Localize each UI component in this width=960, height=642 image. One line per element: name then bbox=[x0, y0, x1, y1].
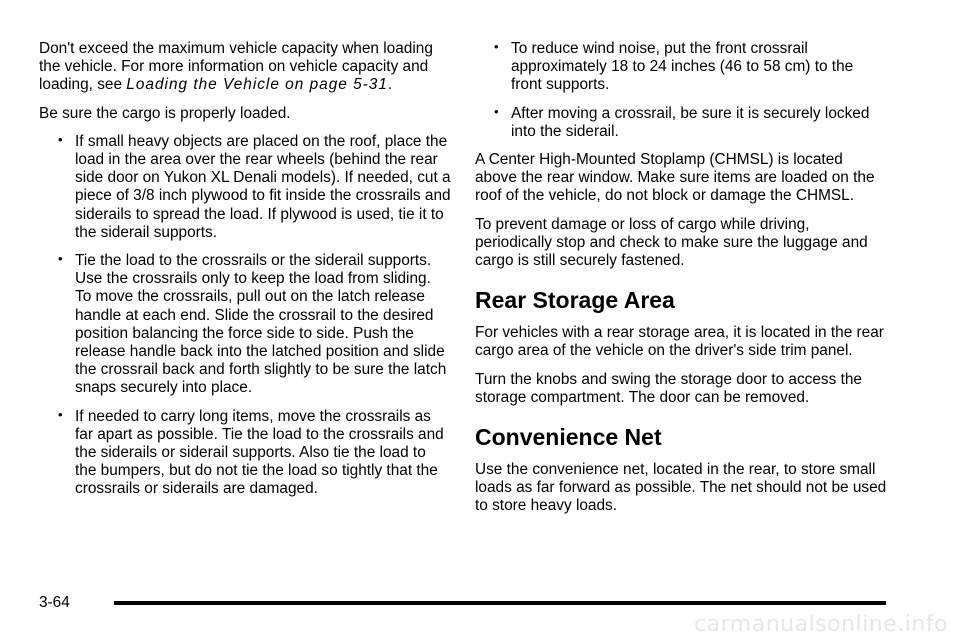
bullet-text: If small heavy objects are placed on the roof, place the load in the area over the rear wheels (behind the rear side door on Yukon XL Denali models). If needed, cut a piece of 3/8 inch plywood to fit inside the crossrails and siderails to spread the load. If plywood is used, tie it to the siderail supports. bbox=[75, 132, 451, 241]
site-watermark: carmanualsonline.info bbox=[694, 612, 948, 637]
footer-divider bbox=[114, 601, 886, 605]
bullet-text: Tie the load to the crossrails or the siderail supports. Use the crossrails only to keep the load from sliding. To move the crossrails, pull out on the latch release handle at each end. Slide the crossrail to the desired position balancing the force side to side. Push the release handle back into the latched position and slide the crossrail back and forth slightly to be sure the latch snaps securely into place. bbox=[75, 252, 447, 397]
right-bullet-list bbox=[475, 40, 887, 141]
chmsl-paragraph: A Center High-Mounted Stoplamp (CHMSL) is located above the rear window. Make sure items are loaded on the roof of the vehicle, do not block or damage the CHMSL. bbox=[475, 151, 875, 205]
loading-vehicle-reference[interactable]: Loading the Vehicle on page 5-31 bbox=[126, 76, 388, 94]
rear-storage-paragraph-2: Turn the knobs and swing the storage door to access the storage compartment. The door can be removed. bbox=[475, 370, 862, 406]
bullet-icon: • bbox=[58, 406, 63, 422]
intro-text: Don't exceed the maximum vehicle capacity when loading the vehicle. For more information on vehicle capacity and loading, see bbox=[39, 40, 433, 94]
bullet-icon: • bbox=[494, 39, 499, 54]
bullet-text: After moving a crossrail, be sure it is securely locked into the siderail. bbox=[511, 104, 870, 140]
convenience-net-heading: Convenience Net bbox=[475, 424, 662, 451]
right-column bbox=[475, 40, 887, 526]
bullet-icon: • bbox=[58, 131, 63, 147]
bullet-icon: • bbox=[58, 251, 63, 267]
left-bullet-list bbox=[39, 133, 451, 499]
list-item bbox=[475, 40, 887, 95]
cargo-check-paragraph: To prevent damage or loss of cargo while driving, periodically stop and check to make sure the luggage and cargo is still securely fastened. bbox=[475, 215, 868, 270]
rear-storage-paragraph-1: For vehicles with a rear storage area, it is located in the rear cargo area of the vehicle on the driver's side trim panel. bbox=[475, 324, 884, 360]
left-column bbox=[39, 40, 451, 509]
list-item bbox=[39, 133, 451, 242]
list-item bbox=[475, 105, 887, 141]
convenience-net-paragraph: Use the convenience net, located in the rear, to store small loads as far forward as possible. The net should not be used to store heavy loads. bbox=[475, 461, 887, 515]
intro-paragraph bbox=[39, 40, 451, 95]
intro-end: . bbox=[387, 76, 393, 94]
bullet-text: If needed to carry long items, move the crossrails as far apart as possible. Tie the load to the crossrails and the siderails or siderail supports. Also tie the load to the bumpers, but do not tie the load so tightly that the crossrails or siderails are damaged. bbox=[75, 407, 444, 498]
cargo-paragraph: Be sure the cargo is properly loaded. bbox=[39, 104, 291, 122]
page-number: 3-64 bbox=[39, 594, 70, 611]
list-item bbox=[39, 408, 451, 499]
list-item bbox=[39, 252, 451, 398]
bullet-text: To reduce wind noise, put the front crossrail approximately 18 to 24 inches (46 to 58 cm) to the front supports. bbox=[511, 40, 854, 94]
bullet-icon: • bbox=[494, 103, 499, 119]
rear-storage-heading: Rear Storage Area bbox=[475, 287, 675, 314]
